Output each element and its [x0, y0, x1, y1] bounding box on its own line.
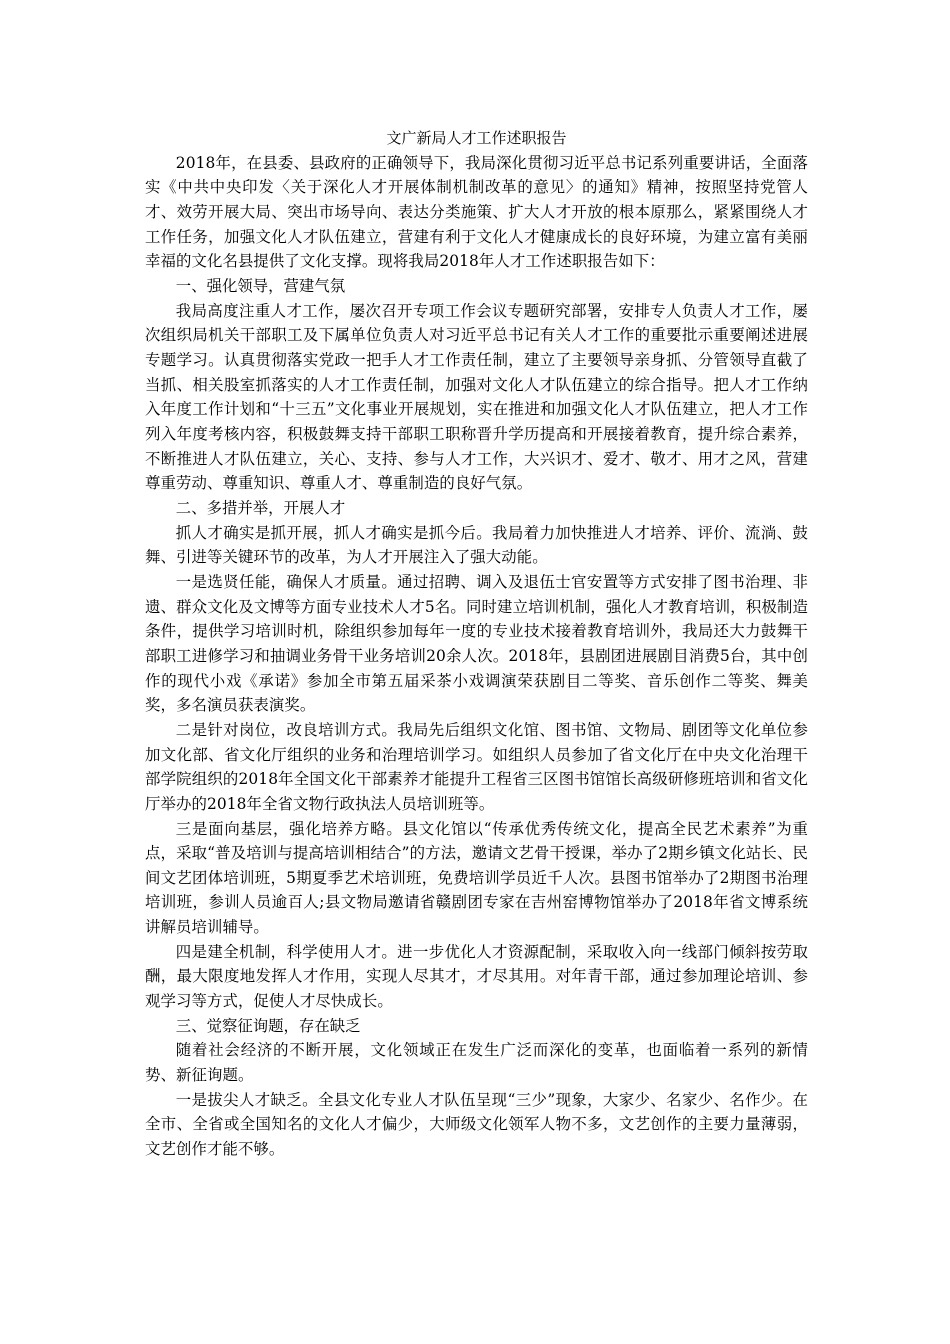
section-2-point-3-paragraph: 三是面向基层，强化培养方略。县文化馆以“传承优秀传统文化，提高全民艺术素养”为重点，采取“普及培训与提高培训相结合”的方法，邀请文艺骨干授课，举办了2期乡镇文化站长、民间文艺团体培训班，5期夏季艺术培训班，免费培训学员近千人次。县图书馆举办了2期图书治理培训班，参训人员逾百人;县文物局邀请省赣剧团专家在吉州窑博物馆举办了2018年省文博系统讲解员培训辅导。: [145, 819, 808, 937]
section-2-intro-paragraph: 抓人才确实是抓开展，抓人才确实是抓今后。我局着力加快推进人才培养、评价、流淌、鼓舞、引进等关键环节的改革，为人才开展注入了强大动能。: [145, 523, 808, 567]
document-body: [145, 126, 808, 1162]
section-heading-2: 二、多措并举，开展人才: [175, 498, 346, 517]
intro-paragraph: 2018年，在县委、县政府的正确领导下，我局深化贯彻习近平总书记系列重要讲话，全面落实《中共中央印发〈关于深化人才开展体制机制改革的意见〉的通知》精神，按照坚持党管人才、效劳开展大局、突出市场导向、表达分类施策、扩大人才开放的根本原那么，紧紧围绕人才工作任务，加强文化人才队伍建立，营建有利于文化人才健康成长的良好环境，为建立富有美丽幸福的文化名县提供了文化支撑。现将我局2018年人才工作述职报告如下：: [145, 153, 808, 271]
section-heading-3: 三、觉察征询题，存在缺乏: [175, 1016, 361, 1035]
section-3-point-1-paragraph: 一是拔尖人才缺乏。全县文化专业人才队伍呈现“三少”现象，大家少、名家少、名作少。在全市、全省或全国知名的文化人才偏少，大师级文化领军人物不多，文艺创作的主要力量薄弱，文艺创作才能不够。: [145, 1090, 808, 1159]
section-1-paragraph: 我局高度注重人才工作，屡次召开专项工作会议专题研究部署，安排专人负责人才工作，屡次组织局机关干部职工及下属单位负责人对习近平总书记有关人才工作的重要批示重要阐述进展专题学习。认真贯彻落实党政一把手人才工作责任制，建立了主要领导亲身抓、分管领导直截了当抓、相关股室抓落实的人才工作责任制，加强对文化人才队伍建立的综合指导。把人才工作纳入年度工作计划和“十三五”文化事业开展规划，实在推进和加强文化人才队伍建立，把人才工作列入年度考核内容，积极鼓舞支持干部职工职称晋升学历提高和开展接着教育，提升综合素养，不断推进人才队伍建立，关心、支持、参与人才工作，大兴识才、爱才、敬才、用才之风，营建尊重劳动、尊重知识、尊重人才、尊重制造的良好气氛。: [145, 301, 808, 493]
document-title: 文广新局人才工作述职报告: [386, 129, 567, 147]
section-2-point-1-paragraph: 一是选贤任能，确保人才质量。通过招聘、调入及退伍士官安置等方式安排了图书治理、非遗、群众文化及文博等方面专业技术人才5名。同时建立培训机制，强化人才教育培训，积极制造条件，提供学习培训时机，除组织参加每年一度的专业技术接着教育培训外，我局还大力鼓舞干部职工进修学习和抽调业务骨干业务培训20余人次。2018年，县剧团进展剧目消费5台，其中创作的现代小戏《承诺》参加全市第五届采茶小戏调演荣获剧目二等奖、音乐创作二等奖、舞美奖，多名演员获表演奖。: [145, 572, 808, 715]
section-2-point-2-paragraph: 二是针对岗位，改良培训方式。我局先后组织文化馆、图书馆、文物局、剧团等文化单位参加文化部、省文化厅组织的业务和治理培训学习。如组织人员参加了省文化厅在中央文化治理干部学院组织的2018年全国文化干部素养才能提升工程省三区图书馆馆长高级研修班培训和省文化厅举办的2018年全省文物行政执法人员培训班等。: [145, 720, 808, 813]
section-2-point-4-paragraph: 四是建全机制，科学使用人才。进一步优化人才资源配制，采取收入向一线部门倾斜按劳取酬，最大限度地发挥人才作用，实现人尽其才，才尽其用。对年青干部，通过参加理论培训、参观学习等方式，促使人才尽快成长。: [145, 942, 808, 1011]
section-heading-1: 一、强化领导，营建气氛: [175, 277, 346, 296]
section-3-intro-paragraph: 随着社会经济的不断开展，文化领域正在发生广泛而深化的变革，也面临着一系列的新情势、新征询题。: [145, 1041, 808, 1085]
